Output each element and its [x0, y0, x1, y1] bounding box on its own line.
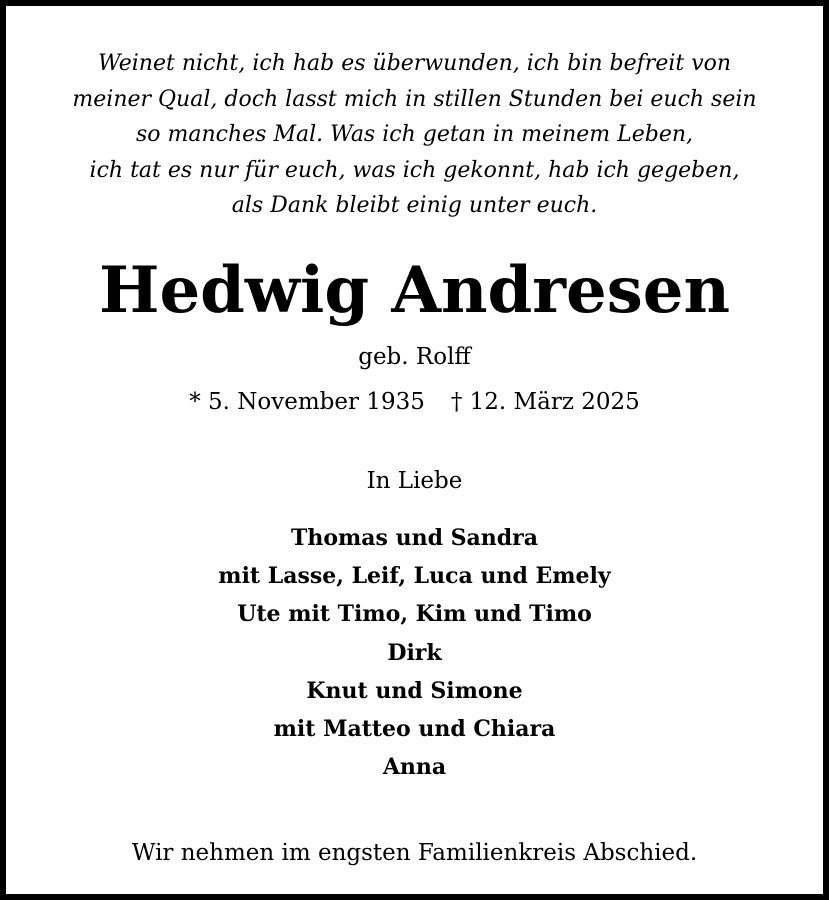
closing-statement: Wir nehmen im engsten Familienkreis Abschied. — [131, 840, 698, 866]
mourner-line: Thomas und Sandra — [290, 525, 539, 551]
life-dates — [6, 387, 823, 417]
poem-line: meiner Qual, doch lasst mich in stillen Stunden bei euch sein — [72, 86, 757, 112]
greeting: In Liebe — [366, 468, 463, 494]
mourner-line: Knut und Simone — [306, 677, 523, 704]
birth-date: * 5. November 1935 — [189, 389, 425, 415]
poem-line: Weinet nicht, ich hab es überwunden, ich bin befreit von — [97, 51, 732, 76]
mourners-list — [6, 519, 823, 786]
poem — [6, 46, 823, 224]
mourner-line: mit Matteo und Chiara — [273, 716, 556, 743]
poem-line: so manches Mal. Was ich getan in meinem Leben, — [135, 122, 694, 147]
death-date: † 12. März 2025 — [450, 389, 640, 415]
poem-line: ich tat es nur für euch, was ich gekonnt, hab ich gegeben, — [89, 157, 740, 183]
mourner-line: Ute mit Timo, Kim und Timo — [237, 601, 592, 628]
mourner-line: Dirk — [387, 639, 442, 666]
poem-line: als Dank bleibt einig unter euch. — [231, 193, 598, 218]
maiden-name: geb. Rolff — [358, 344, 471, 370]
mourner-line: Anna — [382, 754, 447, 781]
deceased-name: Hedwig Andresen — [98, 253, 731, 328]
mourner-line: mit Lasse, Leif, Luca und Emely — [218, 563, 611, 590]
